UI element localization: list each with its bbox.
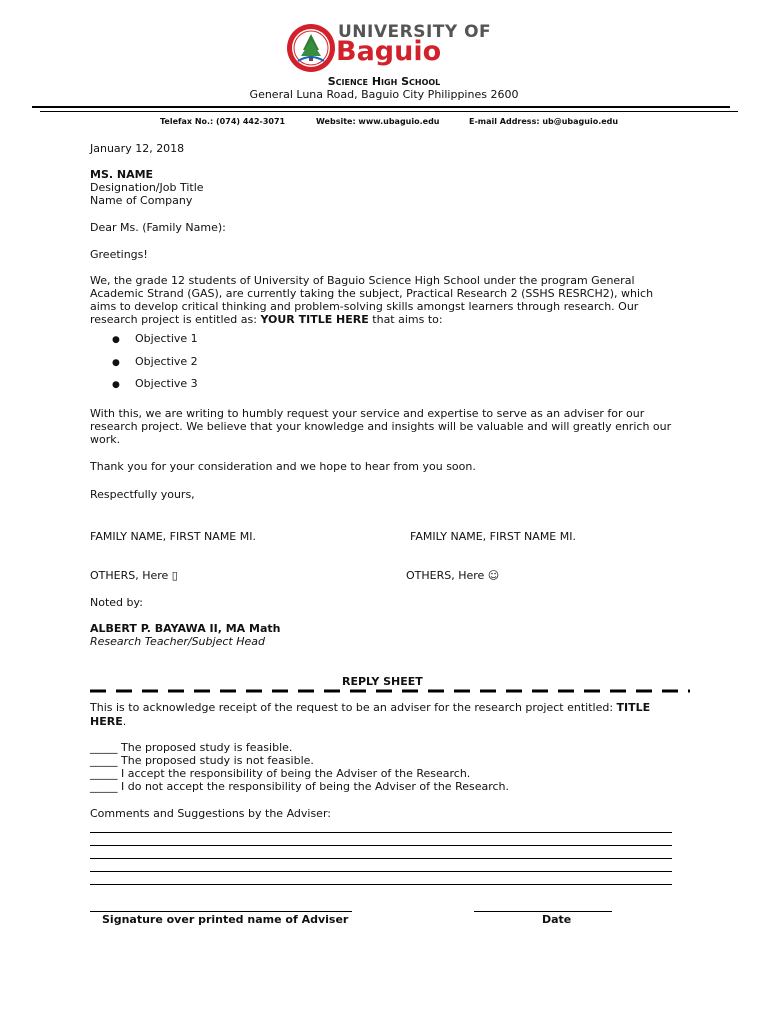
recipient-company: Name of Company bbox=[90, 194, 193, 207]
intro-line-2: Academic Strand (GAS), are currently taking the subject, Practical Research 2 (SSHS RESRCH2), which bbox=[90, 287, 654, 300]
closing: Respectfully yours, bbox=[90, 488, 195, 501]
reply-option-feasible[interactable]: _____ The proposed study is feasible. bbox=[90, 741, 293, 754]
thanks-line: Thank you for your consideration and we hope to hear from you soon. bbox=[90, 460, 476, 473]
header-rule-bottom bbox=[40, 111, 738, 112]
intro-line-3: aims to develop critical thinking and problem-solving skills amongst learners through research. Our bbox=[90, 300, 639, 313]
signature-line[interactable] bbox=[90, 911, 352, 912]
date-line[interactable] bbox=[474, 911, 612, 912]
comment-line[interactable] bbox=[90, 884, 672, 885]
logo-text-line1: UNIVERSITY OF bbox=[338, 22, 492, 42]
comment-line[interactable] bbox=[90, 832, 672, 833]
reply-option-not-feasible[interactable]: _____ The proposed study is not feasible. bbox=[90, 754, 314, 767]
university-seal-icon bbox=[286, 23, 336, 73]
intro-line-4: research project is entitled as: YOUR TITLE HERE that aims to: bbox=[90, 313, 443, 326]
noted-by: Noted by: bbox=[90, 596, 143, 609]
signatory-left-other: OTHERS, Here ▯ bbox=[90, 569, 178, 582]
website: Website: www.ubaguio.edu bbox=[316, 117, 440, 126]
bullet-icon: ● bbox=[112, 335, 120, 345]
ack-line-1: This is to acknowledge receipt of the request to be an adviser for the research project entitled: TITLE bbox=[90, 701, 651, 714]
comment-line[interactable] bbox=[90, 845, 672, 846]
greeting: Greetings! bbox=[90, 248, 148, 261]
comments-label: Comments and Suggestions by the Adviser: bbox=[90, 807, 331, 820]
signatory-right-name: FAMILY NAME, FIRST NAME MI. bbox=[410, 530, 576, 543]
letter-date: January 12, 2018 bbox=[90, 142, 185, 155]
request-line-2: research project. We believe that your knowledge and insights will be valuable and will greatly enrich our bbox=[90, 420, 672, 433]
comment-line[interactable] bbox=[90, 871, 672, 872]
request-line-3: work. bbox=[90, 433, 121, 446]
signatory-left-name: FAMILY NAME, FIRST NAME MI. bbox=[90, 530, 256, 543]
logo-text-line2: Baguio bbox=[336, 36, 442, 67]
signatory-right-other: OTHERS, Here ☺ bbox=[406, 569, 500, 582]
project-title: YOUR TITLE HERE bbox=[260, 313, 369, 326]
school-address: General Luna Road, Baguio City Philippines 2600 bbox=[249, 88, 519, 101]
recipient-name: MS. NAME bbox=[90, 168, 154, 181]
bullet-icon: ● bbox=[112, 380, 120, 390]
header-rule-top bbox=[32, 106, 730, 108]
objective-item: ● Objective 3 bbox=[112, 377, 198, 390]
recipient-title: Designation/Job Title bbox=[90, 181, 204, 194]
reply-option-decline[interactable]: _____ I do not accept the responsibility of being the Adviser of the Research. bbox=[90, 780, 510, 793]
email: E-mail Address: ub@ubaguio.edu bbox=[469, 117, 619, 126]
reply-heading: REPLY SHEET bbox=[342, 675, 423, 688]
telefax: Telefax No.: (074) 442-3071 bbox=[160, 117, 286, 126]
teacher-name: ALBERT P. BAYAWA II, MA Math bbox=[90, 622, 281, 635]
teacher-role: Research Teacher/Subject Head bbox=[90, 635, 265, 648]
reply-option-accept[interactable]: _____ I accept the responsibility of being the Adviser of the Research. bbox=[90, 767, 471, 780]
bullet-icon: ● bbox=[112, 358, 120, 368]
request-line-1: With this, we are writing to humbly request your service and expertise to serve as an adviser for our bbox=[90, 407, 645, 420]
school-name: Science High School bbox=[327, 75, 441, 88]
signature-label: Signature over printed name of Adviser bbox=[102, 913, 349, 926]
salutation: Dear Ms. (Family Name): bbox=[90, 221, 226, 234]
objective-item: ● Objective 1 bbox=[112, 332, 198, 345]
comment-line[interactable] bbox=[90, 858, 672, 859]
date-label: Date bbox=[542, 913, 572, 926]
cut-line bbox=[90, 689, 690, 693]
ack-line-2: HERE. bbox=[90, 715, 127, 728]
objective-item: ● Objective 2 bbox=[112, 355, 198, 368]
intro-line-1: We, the grade 12 students of University of Baguio Science High School under the program General bbox=[90, 274, 635, 287]
